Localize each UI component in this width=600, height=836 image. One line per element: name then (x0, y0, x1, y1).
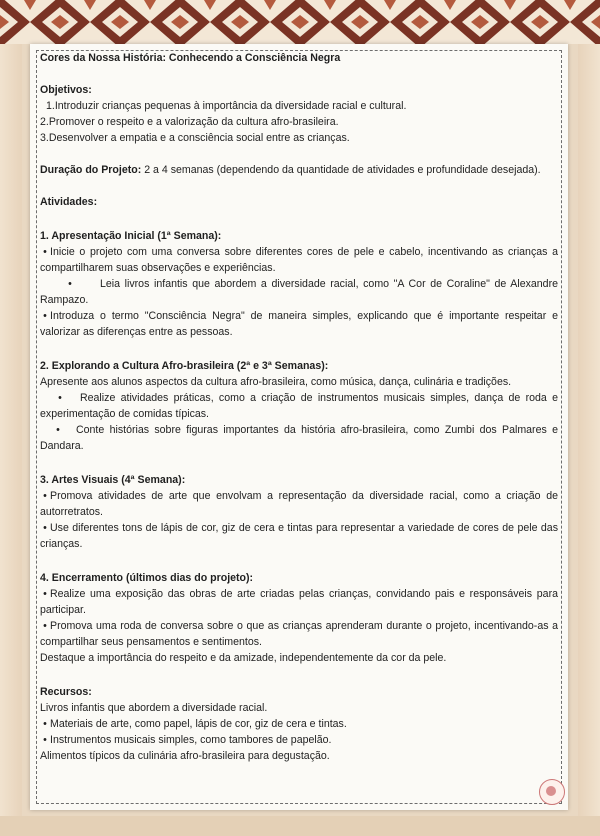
resource-item: Livros infantis que abordem a diversidade racial. (40, 702, 268, 714)
pattern-triangle (204, 0, 216, 10)
list-item: • Introduza o termo "Consciência Negra" de maneira simples, explicando que é importante respeitar e valorizar as diferenças entre as pessoas. (40, 310, 558, 338)
objective-item: 3.Desenvolver a empatia e a consciência social entre as crianças. (40, 132, 350, 144)
list-item: • Use diferentes tons de lápis de cor, giz de cera e tintas para representar a variedade de cores de pele das crianças. (40, 522, 558, 550)
pattern-triangle (24, 0, 36, 10)
section-heading: 2. Explorando a Cultura Afro-brasileira (2ª e 3ª Semanas): (40, 360, 329, 372)
pattern-triangle (384, 0, 396, 10)
document-title: Cores da Nossa História: Conhecendo a Consciência Negra (40, 52, 341, 64)
list-item: • Realize atividades práticas, como a criação de instrumentos musicais simples, dança de roda e experimentação de comidas típicas. (40, 392, 558, 420)
resource-item: • Instrumentos musicais simples, como tambores de papelão. (43, 734, 332, 746)
list-item: Apresente aos alunos aspectos da cultura afro-brasileira, como música, dança, culinária e tradições. (40, 376, 512, 388)
objectives-heading: Objetivos: (40, 84, 92, 96)
pattern-triangle (264, 0, 276, 10)
background-right (578, 44, 600, 836)
resource-item: • Materiais de arte, como papel, lápis de cor, giz de cera e tintas. (43, 718, 347, 730)
objective-item: 1.Introduzir crianças pequenas à importância da diversidade racial e cultural. (46, 100, 407, 112)
banner-pattern (0, 0, 600, 44)
list-item: Destaque a importância do respeito e da amizade, independentemente da cor da pele. (40, 652, 447, 664)
list-item: • Realize uma exposição das obras de arte criadas pelas crianças, convidando pais e responsáveis para participar. (40, 588, 558, 616)
document-content (40, 50, 558, 764)
duration-label: Duração do Projeto: (40, 164, 142, 176)
background-left (0, 44, 22, 836)
section-heading: 3. Artes Visuais (4ª Semana): (40, 474, 186, 486)
background-bottom (0, 816, 600, 836)
duration-text: 2 a 4 semanas (dependendo da quantidade de atividades e profundidade desejada). (144, 164, 541, 176)
pattern-triangle (504, 0, 516, 10)
resource-item: Alimentos típicos da culinária afro-brasileira para degustação. (40, 750, 330, 762)
objective-item: 2.Promover o respeito e a valorização da cultura afro-brasileira. (40, 116, 339, 128)
activities-heading: Atividades: (40, 196, 98, 208)
logo-stamp-icon (539, 779, 565, 805)
decorative-banner (0, 0, 600, 44)
list-item: • Inicie o projeto com uma conversa sobre diferentes cores de pele e cabelo, incentivando as crianças a compartilharem suas observações e experiências. (40, 246, 558, 274)
pattern-triangle (144, 0, 156, 10)
duration-paragraph (40, 162, 558, 178)
pattern-triangle (324, 0, 336, 10)
pattern-triangle (564, 0, 576, 10)
list-item: • Promova atividades de arte que envolvam a representação da diversidade racial, como a criação de autorretratos. (40, 490, 558, 518)
list-item: • Conte histórias sobre figuras importantes da história afro-brasileira, como Zumbi dos Palmares e Dandara. (40, 424, 558, 452)
list-item: • Promova uma roda de conversa sobre o que as crianças aprenderam durante o projeto, incentivando-as a compartilhar seus pensamentos e sentimentos. (40, 620, 558, 648)
section-heading: 4. Encerramento (últimos dias do projeto): (40, 572, 254, 584)
pattern-triangle (444, 0, 456, 10)
pattern-triangle (84, 0, 96, 10)
list-item: • Leia livros infantis que abordem a diversidade racial, como "A Cor de Coraline" de Alexandre Rampazo. (40, 278, 558, 306)
section-heading: 1. Apresentação Inicial (1ª Semana): (40, 230, 222, 242)
resources-heading: Recursos: (40, 686, 92, 698)
